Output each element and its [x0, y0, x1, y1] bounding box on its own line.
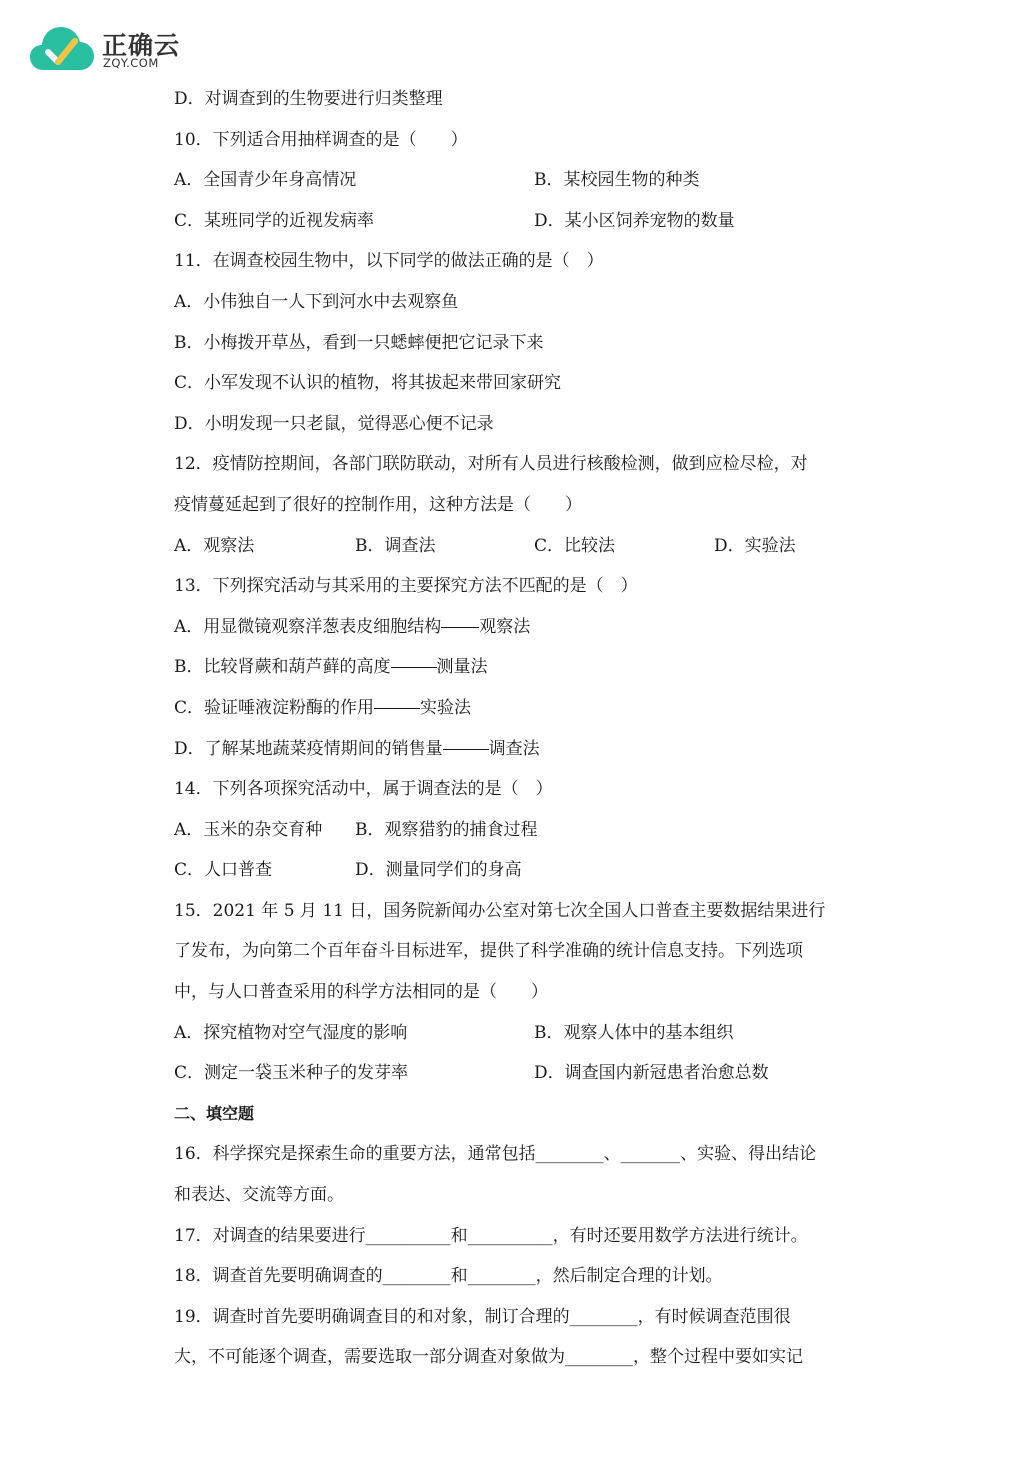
option-c: C．比较法: [534, 535, 616, 556]
document-body: [174, 79, 864, 1378]
question-17: 17．对调查的结果要进行__________和__________，有时还要用数学方法进行统计。: [174, 1225, 808, 1246]
option-b: B．观察人体中的基本组织: [534, 1022, 734, 1043]
option-a: [174, 607, 864, 648]
option-row: [174, 160, 864, 201]
option-b: B．观察猎豹的捕食过程: [355, 819, 538, 840]
question-12-line-1: 12．疫情防控期间，各部门联防联动，对所有人员进行核酸检测，做到应检尽检，对: [174, 454, 808, 475]
option-b-activity: B．比较肾蕨和葫芦藓的高度: [174, 657, 391, 678]
question-19-line-2: 大，不可能逐个调查，需要选取一部分调查对象做为________，整个过程中要如实记: [174, 1347, 803, 1368]
option-line: D．对调查到的生物要进行归类整理: [174, 89, 443, 109]
question-15-line-2: 了发布，为向第二个百年奋斗目标进军，提供了科学准确的统计信息支持。下列选项: [174, 941, 803, 962]
option-d-method: 调查法: [488, 738, 540, 759]
option-d: D．实验法: [714, 535, 796, 556]
logo-name: 正确云: [102, 31, 181, 60]
option-b: B．某校园生物的种类: [534, 170, 700, 191]
logo-domain: ZQY.COM: [103, 56, 159, 70]
option-d: [174, 729, 864, 770]
option-b: B．小梅拨开草丛，看到一只蟋蟀便把它记录下来: [174, 332, 544, 353]
zqy-logo: [28, 22, 188, 74]
option-row: [174, 1013, 864, 1054]
option-b: [174, 647, 864, 688]
option-row: [174, 201, 864, 242]
option-c: C．某班同学的近视发病率: [174, 210, 375, 231]
option-b: B．调查法: [355, 535, 436, 556]
option-row: [174, 810, 864, 851]
option-a: A．玉米的杂交育种: [174, 819, 323, 840]
option-c: C．人口普查: [174, 860, 273, 881]
question-16-line-2: 和表达、交流等方面。: [174, 1185, 344, 1206]
option-d: D．测量同学们的身高: [355, 860, 522, 881]
option-a: A．全国青少年身高情况: [174, 170, 357, 191]
long-dash: [374, 708, 420, 709]
option-a-activity: A．用显微镜观察洋葱表皮细胞结构: [174, 616, 442, 637]
option-b-method: 测量法: [436, 657, 488, 678]
option-d: D．调查国内新冠患者治愈总数: [534, 1063, 769, 1084]
question-18: 18．调查首先要明确调查的________和________，然后制定合理的计划。: [174, 1266, 723, 1287]
question-15-line-3: 中，与人口普查采用的科学方法相同的是（ ）: [174, 982, 548, 1003]
question-12-line-2: 疫情蔓延起到了很好的控制作用，这种方法是（ ）: [174, 494, 582, 515]
option-a-method: 观察法: [479, 616, 531, 637]
option-row: [174, 1053, 864, 1094]
option-c: C．测定一袋玉米种子的发芽率: [174, 1063, 409, 1084]
option-a: A．探究植物对空气湿度的影响: [174, 1022, 408, 1043]
option-row: [174, 526, 864, 567]
option-c-method: 实验法: [420, 697, 472, 718]
section-heading: 二、填空题: [174, 1103, 255, 1123]
option-c: C．小军发现不认识的植物，将其拔起来带回家研究: [174, 373, 562, 394]
question-15-line-1: 15．2021 年 5 月 11 日，国务院新闻办公室对第七次全国人口普查主要数据结果进行: [174, 900, 826, 921]
question-11: 11．在调查校园生物中，以下同学的做法正确的是（ ）: [174, 251, 604, 272]
option-c: [174, 688, 864, 729]
question-10: 10．下列适合用抽样调查的是（ ）: [174, 129, 468, 150]
option-a: A．小伟独自一人下到河水中去观察鱼: [174, 291, 459, 312]
option-row: [174, 850, 864, 891]
option-a: A．观察法: [174, 535, 255, 556]
option-d: D．某小区饲养宠物的数量: [534, 210, 735, 231]
question-14: 14．下列各项探究活动中，属于调查法的是（ ）: [174, 779, 553, 800]
cloud-check-icon: [28, 22, 96, 74]
long-dash: [441, 627, 479, 628]
question-16-line-1: 16．科学探究是探索生命的重要方法，通常包括________、_______、实验、得出结论: [174, 1144, 817, 1165]
option-d-activity: D．了解某地蔬菜疫情期间的销售量: [174, 738, 443, 759]
option-c-activity: C．验证唾液淀粉酶的作用: [174, 697, 375, 718]
question-13: 13．下列探究活动与其采用的主要探究方法不匹配的是（ ）: [174, 576, 638, 597]
long-dash: [443, 749, 489, 750]
question-19-line-1: 19．调查时首先要明确调查目的和对象，制订合理的________，有时候调查范围很: [174, 1306, 791, 1327]
option-d: D．小明发现一只老鼠，觉得恶心便不记录: [174, 413, 494, 434]
long-dash: [391, 667, 437, 668]
